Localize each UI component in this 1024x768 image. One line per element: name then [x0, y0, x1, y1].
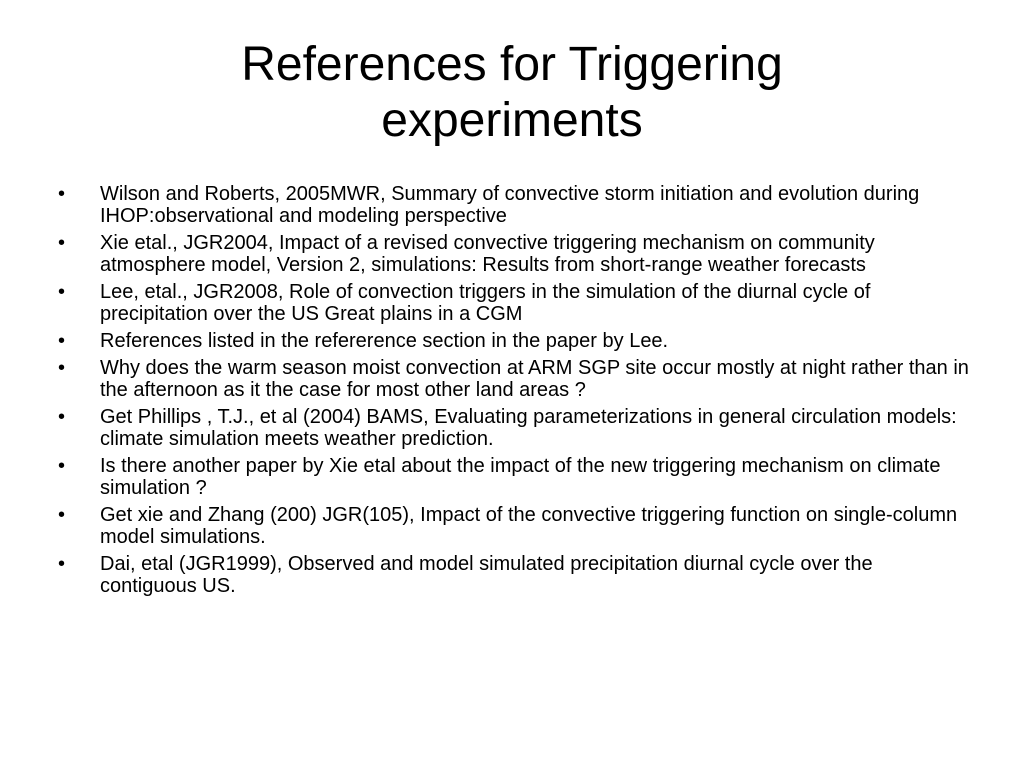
reference-item	[58, 357, 973, 401]
reference-item	[58, 183, 973, 227]
bullet-icon: •	[58, 553, 66, 575]
reference-item	[58, 406, 973, 450]
bullet-icon: •	[58, 455, 66, 477]
reference-text: Wilson and Roberts, 2005MWR, Summary of convective storm initiation and evolution during IHOP:observational and modeling perspective	[100, 183, 920, 227]
reference-text: Lee, etal., JGR2008, Role of convection triggers in the simulation of the diurnal cycle of precipitation over the US Great plains in a CGM	[100, 281, 871, 325]
bullet-icon: •	[58, 330, 66, 352]
bullet-icon: •	[58, 232, 66, 254]
slide-title	[112, 37, 912, 149]
reference-item	[58, 504, 973, 548]
reference-text: Xie etal., JGR2004, Impact of a revised convective triggering mechanism on community atmosphere model, Version 2, simulations: Results from short-range weather forecasts	[100, 232, 875, 276]
reference-text: Is there another paper by Xie etal about the impact of the new triggering mechanism on climate simulation ?	[100, 455, 941, 499]
reference-list	[58, 183, 973, 602]
reference-item	[58, 330, 973, 352]
bullet-icon: •	[58, 281, 66, 303]
reference-text: Get Phillips , T.J., et al (2004) BAMS, Evaluating parameterizations in general circulation models: climate simulation meets weather prediction.	[100, 406, 957, 450]
slide-title-line-1: References for Triggering	[241, 38, 783, 91]
reference-item	[58, 455, 973, 499]
reference-text: Get xie and Zhang (200) JGR(105), Impact of the convective triggering function on single-column model simulations.	[100, 504, 958, 548]
bullet-icon: •	[58, 504, 66, 526]
reference-item	[58, 281, 973, 325]
reference-item	[58, 553, 973, 597]
bullet-icon: •	[58, 357, 66, 379]
reference-text: Why does the warm season moist convection at ARM SGP site occur mostly at night rather than in the afternoon as it the case for most other land areas ?	[100, 357, 969, 401]
bullet-icon: •	[58, 406, 66, 428]
reference-text: References listed in the refererence section in the paper by Lee.	[100, 330, 669, 352]
slide-title-line-2: experiments	[381, 94, 643, 147]
reference-item	[58, 232, 973, 276]
bullet-icon: •	[58, 183, 66, 205]
reference-text: Dai, etal (JGR1999), Observed and model simulated precipitation diurnal cycle over the contiguous US.	[100, 553, 873, 597]
